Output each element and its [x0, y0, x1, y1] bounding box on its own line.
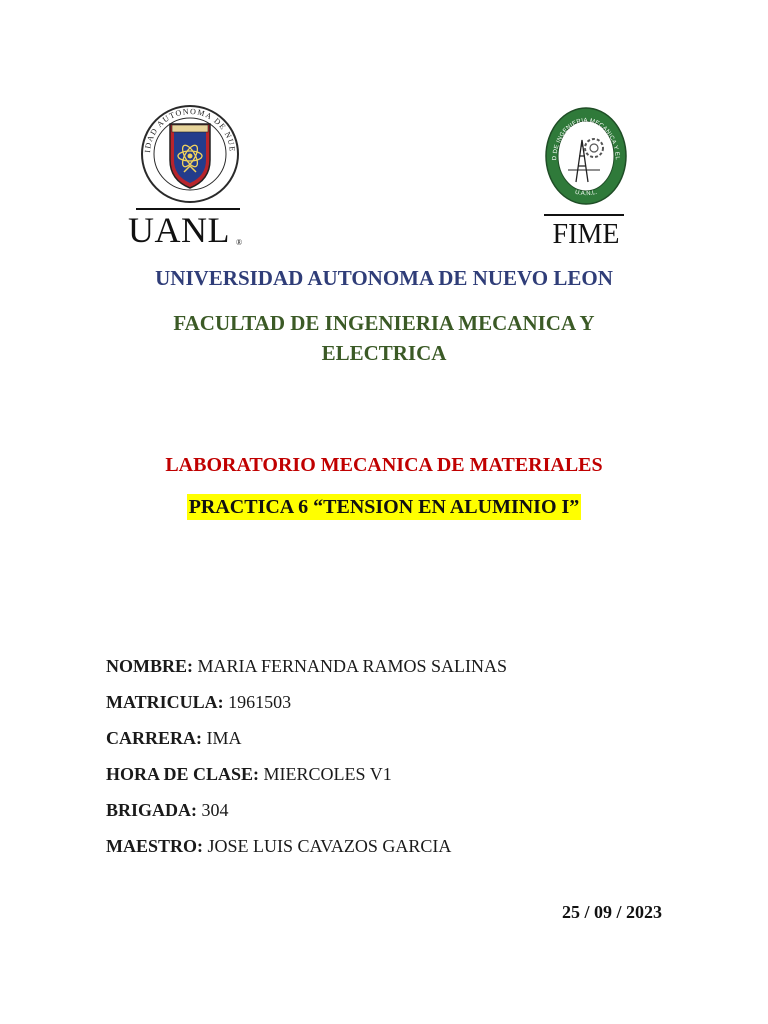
- field-matricula: [106, 684, 666, 720]
- fime-rule: [544, 214, 624, 216]
- practice-title: PRACTICA 6 “TENSION EN ALUMINIO I”: [188, 496, 580, 518]
- field-label: BRIGADA:: [106, 800, 198, 820]
- field-value: MARIA FERNANDA RAMOS SALINAS: [197, 656, 508, 676]
- field-value: 304: [201, 800, 229, 820]
- university-title: UNIVERSIDAD AUTONOMA DE NUEVO LEON: [155, 266, 613, 290]
- field-hora-de-clase: [106, 756, 666, 792]
- student-info: [106, 648, 666, 864]
- field-value: JOSE LUIS CAVAZOS GARCIA: [207, 836, 452, 856]
- uanl-seal-icon: [128, 98, 252, 206]
- field-label: CARRERA:: [106, 728, 202, 748]
- field-value: MIERCOLES V1: [263, 764, 392, 784]
- fime-logo: [540, 100, 632, 252]
- field-brigada: [106, 792, 666, 828]
- field-label: MATRICULA:: [106, 692, 224, 712]
- field-carrera: [106, 720, 666, 756]
- uanl-logo: [128, 98, 252, 254]
- field-nombre: [106, 648, 666, 684]
- field-value: IMA: [206, 728, 242, 748]
- registered-mark: ®: [236, 238, 243, 247]
- fime-seal-icon: [540, 100, 632, 206]
- document-date: 25 / 09 / 2023: [561, 902, 662, 922]
- field-label: HORA DE CLASE:: [106, 764, 260, 784]
- fime-seal-text: D DE INGENIERIA MECANICA Y EL: [551, 117, 620, 161]
- fime-seal-bottom-text: U.A.N.L.: [574, 189, 598, 198]
- uanl-seal-text: IDAD AUTONOMA DE NUE: [142, 106, 238, 154]
- field-label: NOMBRE:: [106, 656, 193, 676]
- field-value: 1961503: [228, 692, 292, 712]
- practice-title-wrap: [0, 494, 768, 520]
- fime-wordmark: FIME: [552, 219, 620, 250]
- faculty-title: FACULTAD DE INGENIERIA MECANICA Y ELECTRICA: [173, 311, 595, 365]
- uanl-wordmark: UANL: [128, 210, 230, 250]
- field-maestro: [106, 828, 666, 864]
- field-label: MAESTRO:: [106, 836, 204, 856]
- lab-title: LABORATORIO MECANICA DE MATERIALES: [165, 454, 603, 476]
